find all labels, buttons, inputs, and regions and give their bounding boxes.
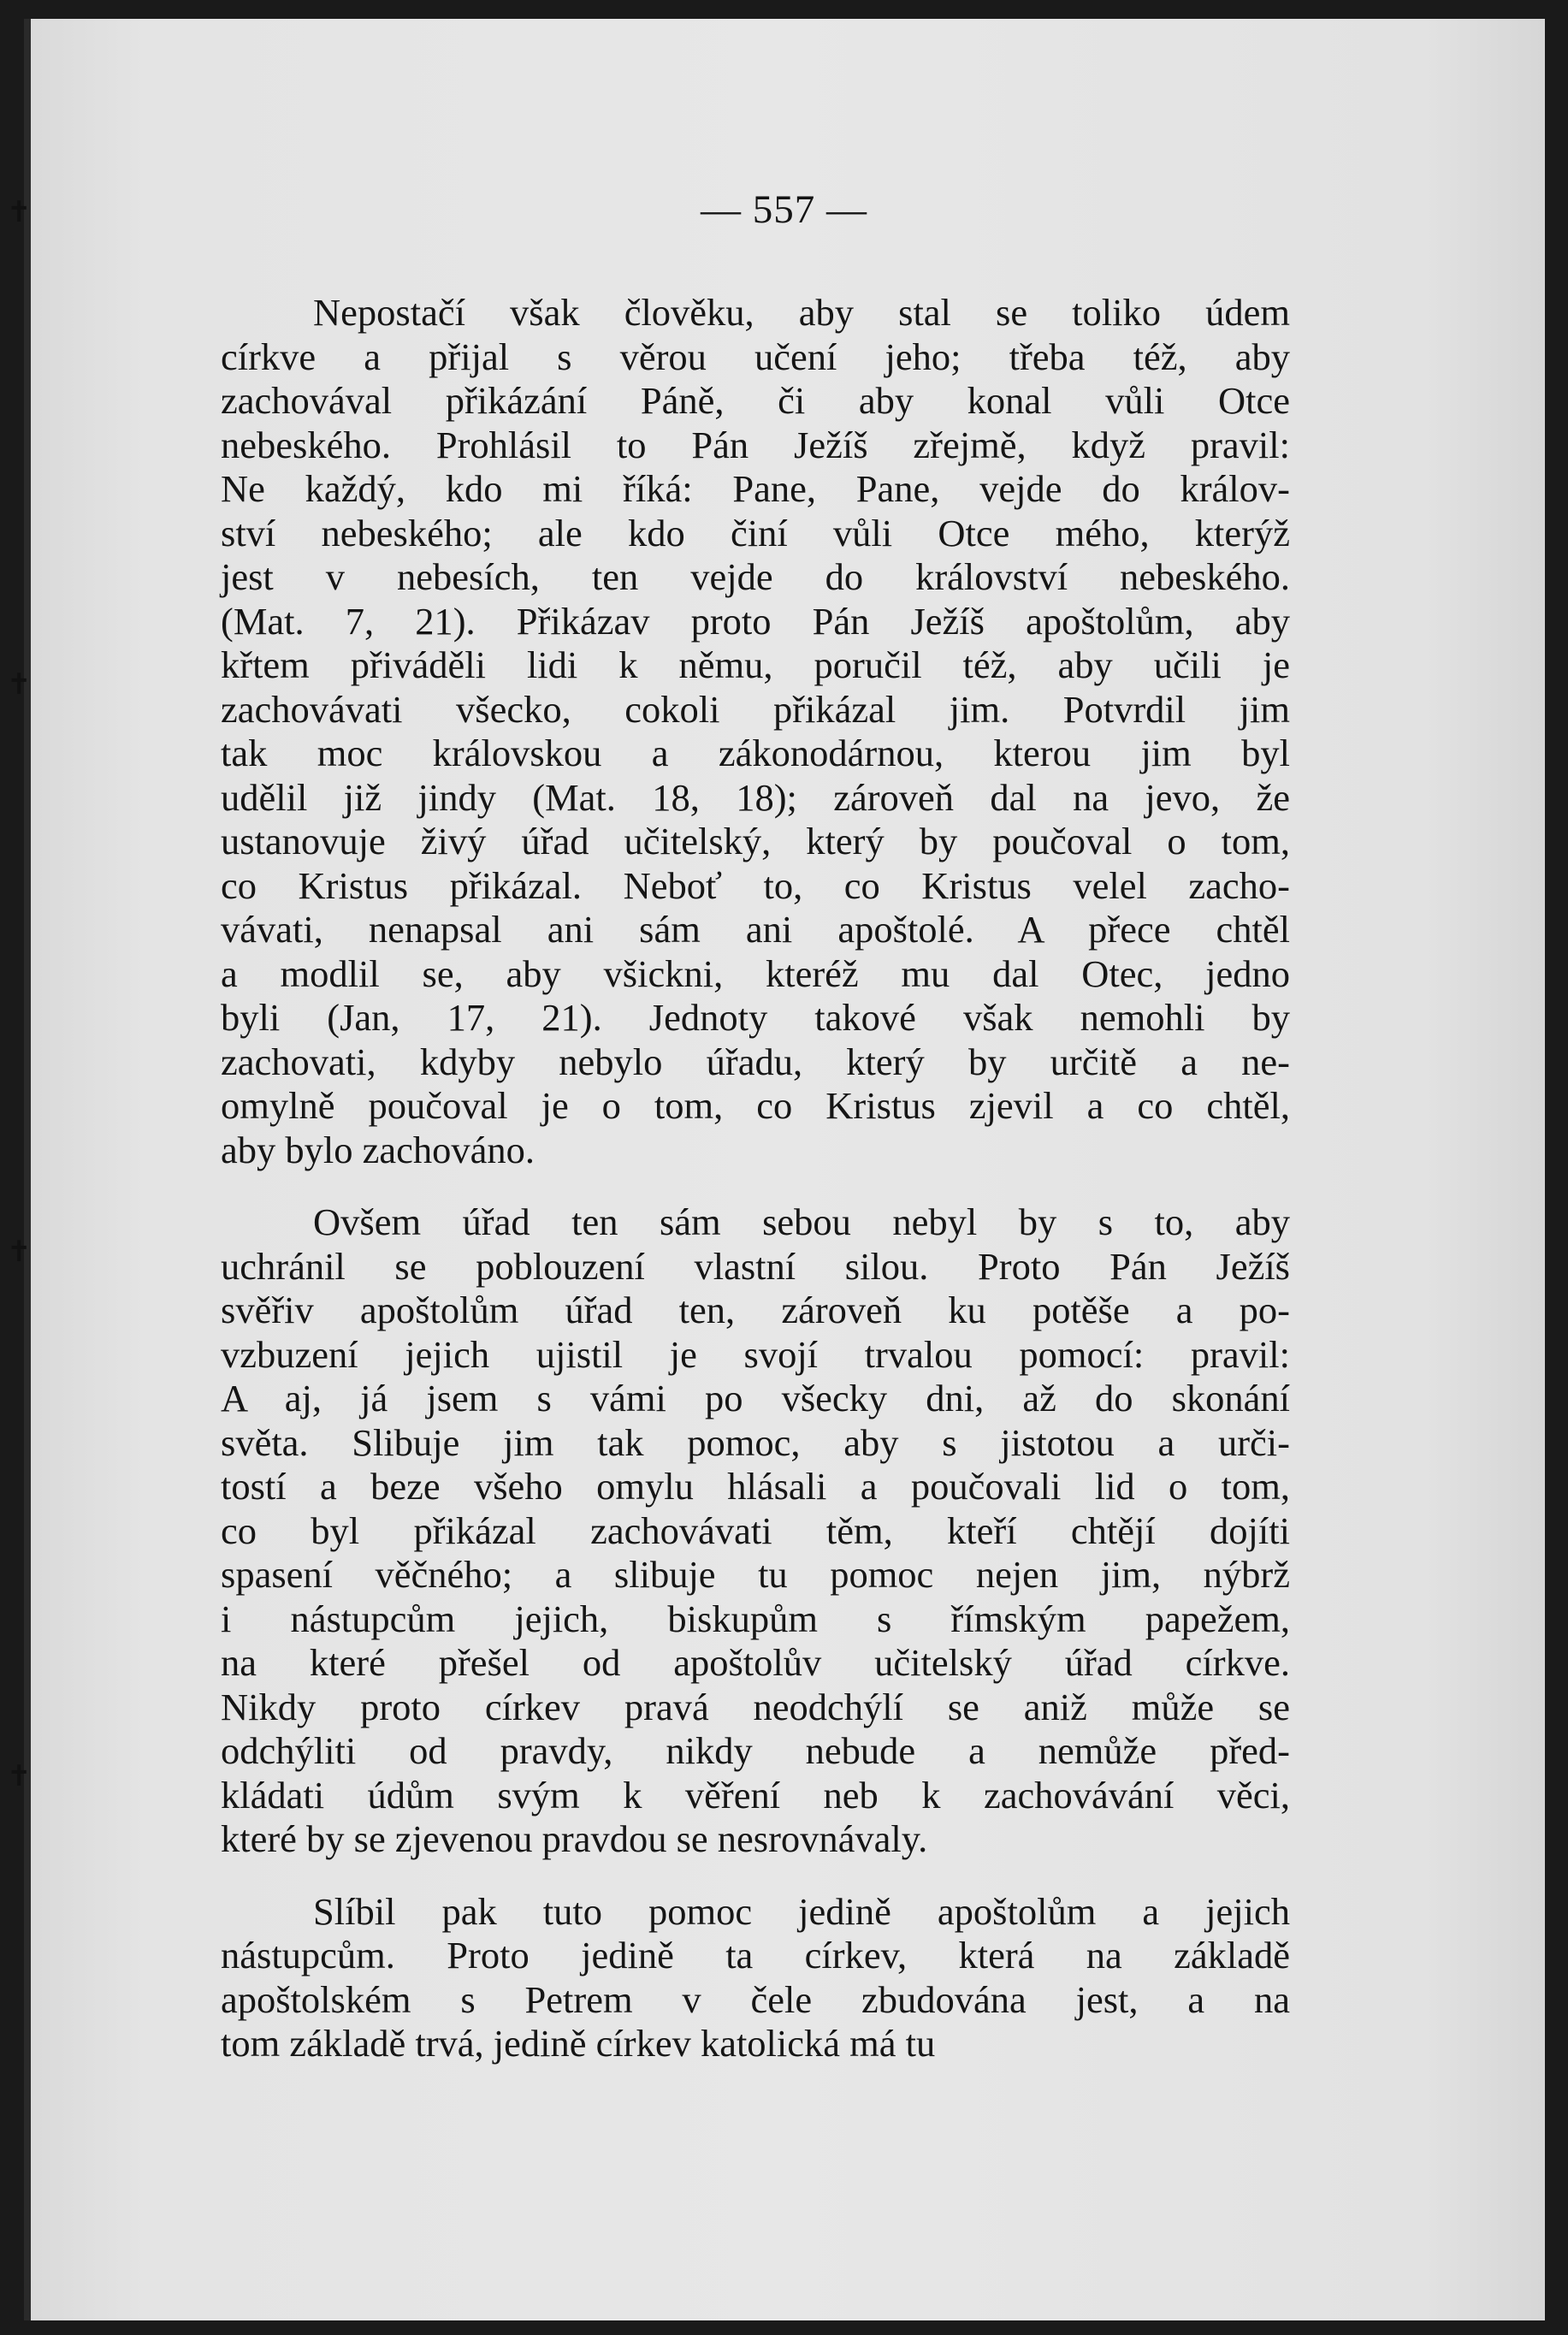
text-line: vávati, nenapsal ani sám ani apoštolé. A přece chtěl [221, 908, 1290, 951]
text-line: udělil již jindy (Mat. 18, 18); zároveň dal na jevo, že [221, 775, 1290, 819]
margin-mark: ✝ [7, 667, 32, 702]
text-line: omylně poučoval je o tom, co Kristus zjevil a co chtěl, [221, 1084, 1290, 1127]
text-line: Ne každý, kdo mi říká: Pane, Pane, vejde do králov- [221, 467, 1290, 510]
text-line: zachovati, kdyby nebylo úřadu, který by určitě a ne- [221, 1040, 1290, 1083]
text-line: jest v nebesích, ten vejde do království nebeského. [221, 555, 1290, 598]
text-line: ství nebeského; ale kdo činí vůli Otce mého, kterýž [221, 511, 1290, 554]
text-line: apoštolském s Petrem v čele zbudována jest, a na [221, 1977, 1290, 2021]
text-line: Ovšem úřad ten sám sebou nebyl by s to, aby [313, 1200, 1290, 1243]
paragraph [221, 291, 1290, 1172]
text-line: církve a přijal s věrou učení jeho; třeba též, aby [221, 335, 1290, 378]
text-line: kládati údům svým k věření neb k zachovávání věci, [221, 1773, 1290, 1816]
text-line: A aj, já jsem s vámi po všecky dni, až do skonání [221, 1377, 1290, 1419]
text-line: co Kristus přikázal. Neboť to, co Kristus velel zacho- [221, 863, 1290, 907]
margin-mark: ✝ [7, 1235, 32, 1269]
text-line: na které přešel od apoštolův učitelský úřad církve. [221, 1641, 1290, 1684]
text-line: nebeského. Prohlásil to Pán Ježíš zřejmě, když pravil: [221, 423, 1290, 466]
text-line: zachovával přikázání Páně, či aby konal vůli Otce [221, 379, 1290, 422]
text-line: zachovávati všecko, cokoli přikázal jim. Potvrdil jim [221, 687, 1290, 731]
body-text [221, 291, 1290, 2095]
paragraph [221, 1890, 1290, 2066]
margin-mark: ✝ [7, 1759, 32, 1793]
text-line: Nikdy proto církev pravá neodchýlí se aniž může se [221, 1685, 1290, 1728]
text-line: Slíbil pak tuto pomoc jedině apoštolům a jejich [313, 1889, 1290, 1933]
text-line: světa. Slibuje jim tak pomoc, aby s jistotou a urči- [221, 1420, 1290, 1464]
text-line: tak moc královskou a zákonodárnou, kterou jim byl [221, 732, 1290, 774]
paragraph [221, 1200, 1290, 1862]
text-line: a modlil se, aby všickni, kteréž mu dal Otec, jedno [221, 951, 1290, 995]
text-line: (Mat. 7, 21). Přikázav proto Pán Ježíš apoštolům, aby [221, 599, 1290, 643]
text-line: aby bylo zachováno. [221, 1128, 535, 1171]
text-line: nástupcům. Proto jedině ta církev, která na základě [221, 1934, 1290, 1976]
text-line: svěřiv apoštolům úřad ten, zároveň ku potěše a po- [221, 1289, 1290, 1331]
text-line: i nástupcům jejich, biskupům s římským papežem, [221, 1597, 1290, 1640]
page-number: — 557 — [701, 187, 867, 232]
text-line: křtem přiváděli lidi k němu, poručil též, aby učili je [221, 643, 1290, 686]
text-line: co byl přikázal zachovávati těm, kteří chtějí dojíti [221, 1508, 1290, 1552]
text-line: Nepostačí však člověku, aby stal se toliko údem [313, 291, 1290, 334]
text-line: spasení věčného; a slibuje tu pomoc nejen jim, nýbrž [221, 1553, 1290, 1596]
text-line: uchránil se poblouzení vlastní silou. Proto Pán Ježíš [221, 1244, 1290, 1288]
text-line: byli (Jan, 17, 21). Jednoty takové však nemohli by [221, 996, 1290, 1039]
margin-mark: ✝ [7, 195, 32, 229]
text-line: vzbuzení jejich ujistil je svojí trvalou pomocí: pravil: [221, 1332, 1290, 1376]
text-line: tom základě trvá, jedině církev katolická má tu [221, 2022, 936, 2065]
text-line: odchýliti od pravdy, nikdy nebude a nemůže před- [221, 1729, 1290, 1772]
text-line: které by se zjevenou pravdou se nesrovnávaly. [221, 1817, 928, 1860]
text-line: tostí a beze všeho omylu hlásali a poučovali lid o tom, [221, 1465, 1290, 1508]
binding-edge [24, 19, 31, 2320]
text-line: ustanovuje živý úřad učitelský, který by poučoval o tom, [221, 820, 1290, 862]
